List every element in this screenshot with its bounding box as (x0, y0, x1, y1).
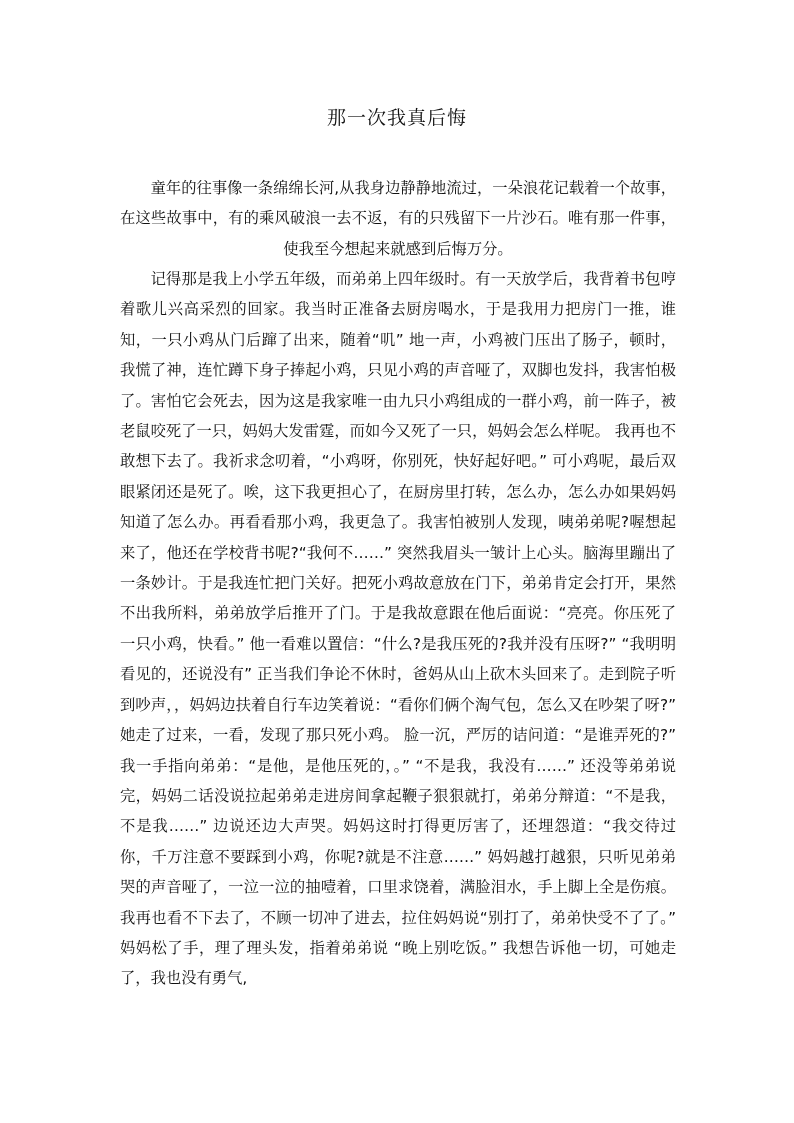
paragraph-intro: 童年的往事像一条绵绵长河,从我身边静静地流过，一朵浪花记载着一个故事，在这些故事中，有的乘风破浪一去不返，有的只残留下一片沙石。唯有那一件事，使我至今想起来就感到后悔万分。 (120, 179, 676, 258)
document-title: 那一次我真后悔 (326, 107, 467, 129)
paragraph-story: 记得那是我上小学五年级，而弟弟上四年级时。有一天放学后，我背着书包哼着歌儿兴高采烈的回家。我当时正准备去厨房喝水，于是我用力把房门一推，谁知，一只小鸡从门后蹿了出来，随着“叽” 地一声，小鸡被门压出了肠子，顿时，我慌了神，连忙蹲下身子捧起小鸡，只见小鸡的声音哑了，双脚也发抖，我害怕极了。害怕它会死去，因为这是我家唯一由九只小鸡组成的一群小鸡，前一阵子，被老鼠咬死了一只，妈妈大发雷霆，而如今又死了一只，妈妈会怎么样呢。 我再也不敢想下去了。我祈求念叨着，“小鸡呀，你别死，快好起好吧。” 可小鸡呢，最后双眼紧闭还是死了。唉，这下我更担心了，在厨房里打转，怎么办，怎么办如果妈妈知道了怎么办。再看看那小鸡，我更急了。我害怕被别人发现，咦弟弟呢?喔想起来了，他还在学校背书呢?“我何不……” 突然我眉头一皱计上心头。脑海里蹦出了一条妙计。于是我连忙把门关好。把死小鸡故意放在门下，弟弟肯定会打开，果然不出我所料，弟弟放学后推开了门。于是我故意跟在他后面说：“亮亮。你压死了一只小鸡，快看。” 他一看难以置信：“什么?是我压死的?我并没有压呀?” “我明明看见的，还说没有” 正当我们争论不休时，爸妈从山上砍木头回来了。走到院子听到吵声，，妈妈边扶着自行车边笑着说：“看你们俩个淘气包，怎么又在吵架了呀?” 她走了过来，一看，发现了那只死小鸡。 脸一沉，严厉的诘问道：“是谁弄死的?” 我一手指向弟弟：“是他，是他压死的，。” “不是我，我没有……” 还没等弟弟说完，妈妈二话没说拉起弟弟走进房间拿起鞭子狠狠就打，弟弟分辩道：“不是我，不是我……” 边说还边大声哭。妈妈这时打得更厉害了，还埋怨道：“我交待过你，千万注意不要踩到小鸡，你呢?就是不注意……” 妈妈越打越狠，只听见弟弟哭的声音哑了，一泣一泣的抽噎着，口里求饶着，满脸泪水，手上脚上全是伤痕。我再也看不下去了，不顾一切冲了进去，拉住妈妈说“别打了，弟弟快受不了了。” 妈妈松了手，理了理头发，指着弟弟说 “晚上别吃饭。” 我想告诉他一切，可她走了，我也没有勇气, (120, 270, 676, 988)
